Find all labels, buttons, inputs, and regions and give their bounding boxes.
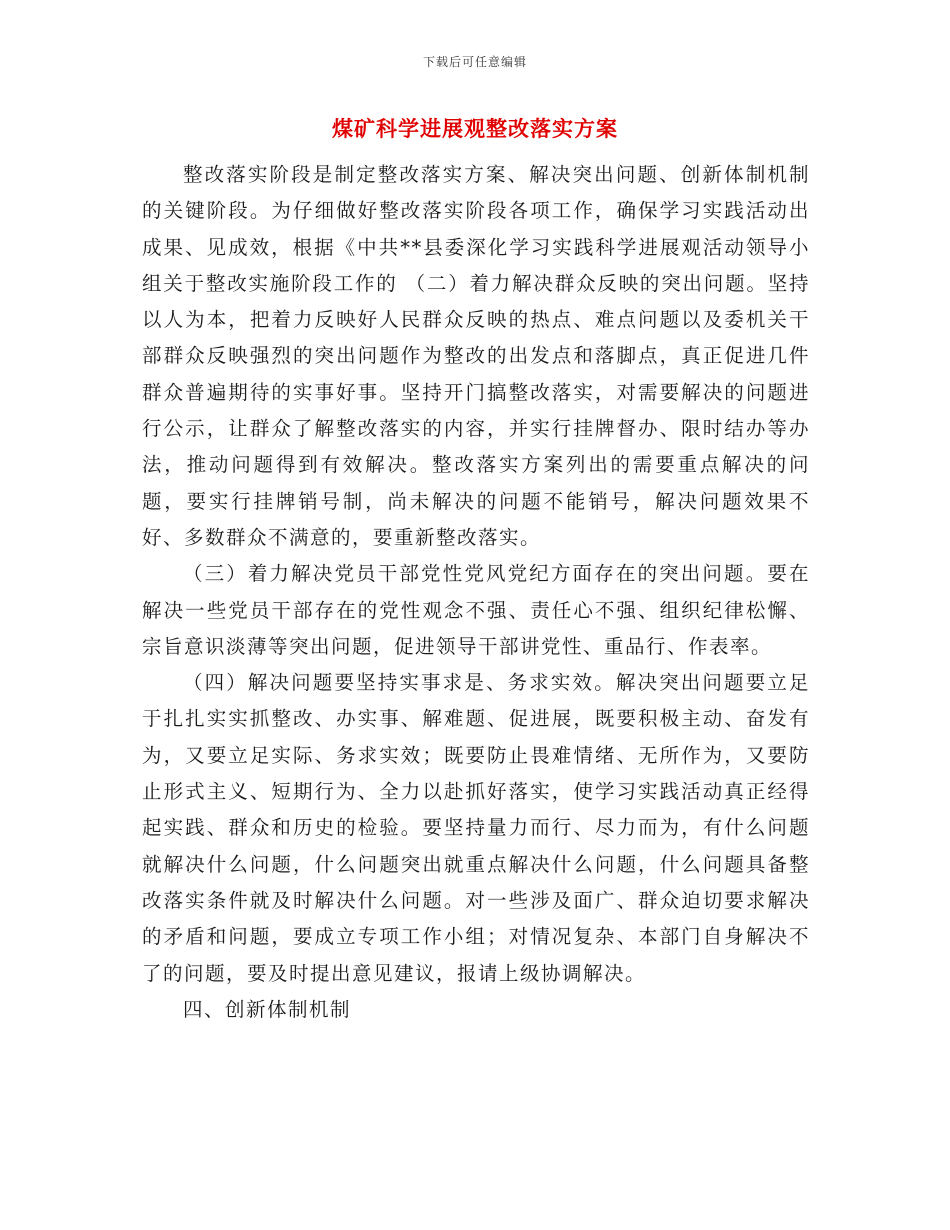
document-title: 煤矿科学进展观整改落实方案 <box>332 116 618 141</box>
body-paragraph: （四）解决问题要坚持实事求是、务求实效。解决突出问题要立足于扎扎实实抓整改、办实事、解难题、促进展，既要积极主动、奋发有为，又要立足实际、务求实效；既要防止畏难情绪、无所作为，又要防止形式主义、短期行为、全力以赴抓好落实，使学习实践活动真正经得起实践、群众和历史的检验。要坚持量力而行、尽力而为，有什么问题就解决什么问题，什么问题突出就重点解决什么问题，什么问题具备整改落实条件就及时解决什么问题。对一些涉及面广、群众迫切要求解决的矛盾和问题，要成立专项工作小组；对情况复杂、本部门自身解决不了的问题，要及时提出意见建议，报请上级协调解决。 <box>142 671 810 985</box>
body-paragraph: （三）着力解决党员干部党性党风党纪方面存在的突出问题。要在解决一些党员干部存在的党性观念不强、责任心不强、组织纪律松懈、宗旨意识淡薄等突出问题，促进领导干部讲党性、重品行、作表率。 <box>142 562 810 658</box>
body-paragraph: 整改落实阶段是制定整改落实方案、解决突出问题、创新体制机制的关键阶段。为仔细做好整改落实阶段各项工作，确保学习实践活动出成果、见成效，根据《中共**县委深化学习实践科学进展观活动领导小组关于整改实施阶段工作的 （二）着力解决群众反映的突出问题。坚持以人为本，把着力反映好人民群众反映的热点、难点问题以及委机关干部群众反映强烈的突出问题作为整改的出发点和落脚点，真正促进几件群众普遍期待的实事好事。坚持开门搞整改落实，对需要解决的问题进行公示，让群众了解整改落实的内容，并实行挂牌督办、限时结办等办法，推动问题得到有效解决。整改落实方案列出的需要重点解决的问题，要实行挂牌销号制，尚未解决的问题不能销号，解决问题效果不好、多数群众不满意的，要重新整改落实。 <box>142 163 810 549</box>
download-note: 下载后可任意编辑 <box>422 55 527 69</box>
section-heading: 四、创新体制机制 <box>182 997 351 1021</box>
document-body <box>142 157 810 1028</box>
